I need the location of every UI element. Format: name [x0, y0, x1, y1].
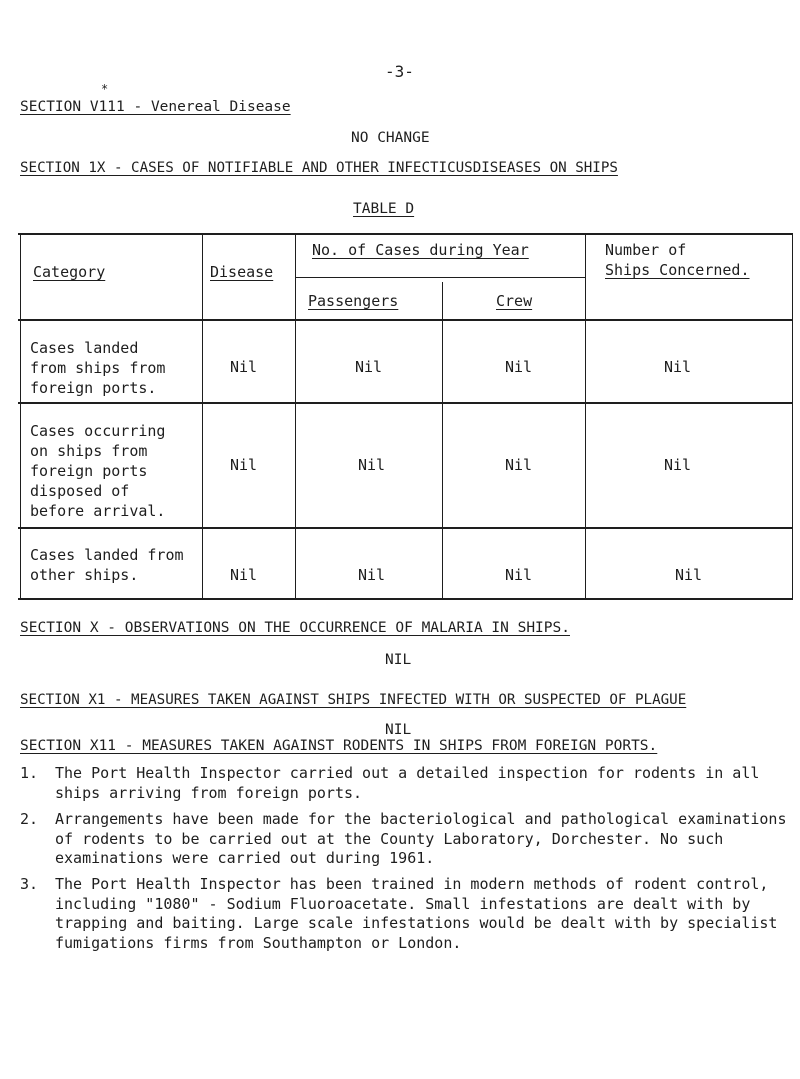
header-crew: Crew	[496, 292, 533, 310]
row-2-category-line-3: foreign ports	[30, 462, 148, 480]
item-2-number: 2.	[20, 810, 39, 828]
header-ships-line1: Number of	[605, 241, 687, 259]
row-1-passengers: Nil	[355, 358, 383, 376]
item-2-text: Arrangements have been made for the bacteriological and pathological examinations of rodents to be carried out at the County Laboratory, Dorchester. No such examinations were carried out during 1961.	[55, 810, 787, 867]
header-disease: Disease	[210, 263, 274, 281]
col-line-left	[20, 233, 21, 599]
section-12-title: SECTION X11 - MEASURES TAKEN AGAINST RODENTS IN SHIPS FROM FOREIGN PORTS.	[20, 738, 658, 754]
row-3-category-line-1: Cases landed from	[30, 546, 184, 564]
table-title: TABLE D	[353, 201, 415, 217]
row-1-category-line-3: foreign ports.	[30, 379, 157, 397]
row-2-category-line-5: before arrival.	[30, 502, 166, 520]
col-line-right	[792, 233, 793, 599]
table-bottom-border	[18, 598, 793, 600]
item-3-text: The Port Health Inspector has been trained in modern methods of rodent control, including "1080" - Sodium Fluoroacetate. Small infestations are dealt with by trapping and baiting. Large scale infestations would be dealt with by specialist fumigations firms from Southampton or London.	[55, 875, 778, 952]
row-2-passengers: Nil	[358, 456, 386, 474]
row-2-category-line-1: Cases occurring	[30, 422, 166, 440]
section-marker: *	[101, 82, 109, 96]
section-8-body: NO CHANGE	[351, 130, 430, 146]
row-2-category-line-2: on ships from	[30, 442, 148, 460]
row-2-bottom-border	[18, 527, 793, 529]
header-ships-line2: Ships Concerned.	[605, 261, 750, 279]
section-11-body: NIL	[385, 722, 412, 738]
row-3-ships: Nil	[675, 566, 703, 584]
row-3-disease: Nil	[230, 566, 258, 584]
header-bottom-border	[18, 319, 793, 321]
item-3-number: 3.	[20, 875, 39, 893]
col-line-crew	[585, 233, 586, 599]
row-1-category-line-1: Cases landed	[30, 339, 139, 357]
row-1-crew: Nil	[505, 358, 533, 376]
section-8-title: SECTION V111 - Venereal Disease	[20, 99, 291, 115]
section-10-title: SECTION X - OBSERVATIONS ON THE OCCURRENCE OF MALARIA IN SHIPS.	[20, 620, 570, 636]
page-number: -3-	[385, 62, 414, 81]
row-1-category-line-2: from ships from	[30, 359, 166, 377]
row-1-disease: Nil	[230, 358, 258, 376]
col-line-disease	[295, 233, 296, 599]
row-2-ships: Nil	[664, 456, 692, 474]
section-9-title: SECTION 1X - CASES OF NOTIFIABLE AND OTHER INFECTICUSDISEASES ON SHIPS	[20, 160, 618, 176]
row-2-crew: Nil	[505, 456, 533, 474]
row-2-disease: Nil	[230, 456, 258, 474]
item-1-number: 1.	[20, 764, 39, 782]
table-top-border	[18, 233, 793, 235]
row-3-crew: Nil	[505, 566, 533, 584]
item-1-text: The Port Health Inspector carried out a detailed inspection for rodents in all ships arriving from foreign ports.	[55, 764, 760, 802]
row-1-bottom-border	[18, 402, 793, 404]
header-passengers: Passengers	[308, 292, 399, 310]
col-line-category	[202, 233, 203, 599]
col-line-passengers	[442, 282, 443, 598]
row-1-ships: Nil	[664, 358, 692, 376]
section-10-body: NIL	[385, 652, 412, 668]
section-11-title: SECTION X1 - MEASURES TAKEN AGAINST SHIPS INFECTED WITH OR SUSPECTED OF PLAGUE	[20, 692, 687, 708]
row-3-passengers: Nil	[358, 566, 386, 584]
row-3-category-line-2: other ships.	[30, 566, 139, 584]
header-cases-during-year: No. of Cases during Year	[312, 241, 529, 259]
row-2-category-line-4: disposed of	[30, 482, 130, 500]
header-sub-divider	[295, 277, 585, 278]
header-category: Category	[33, 263, 106, 281]
